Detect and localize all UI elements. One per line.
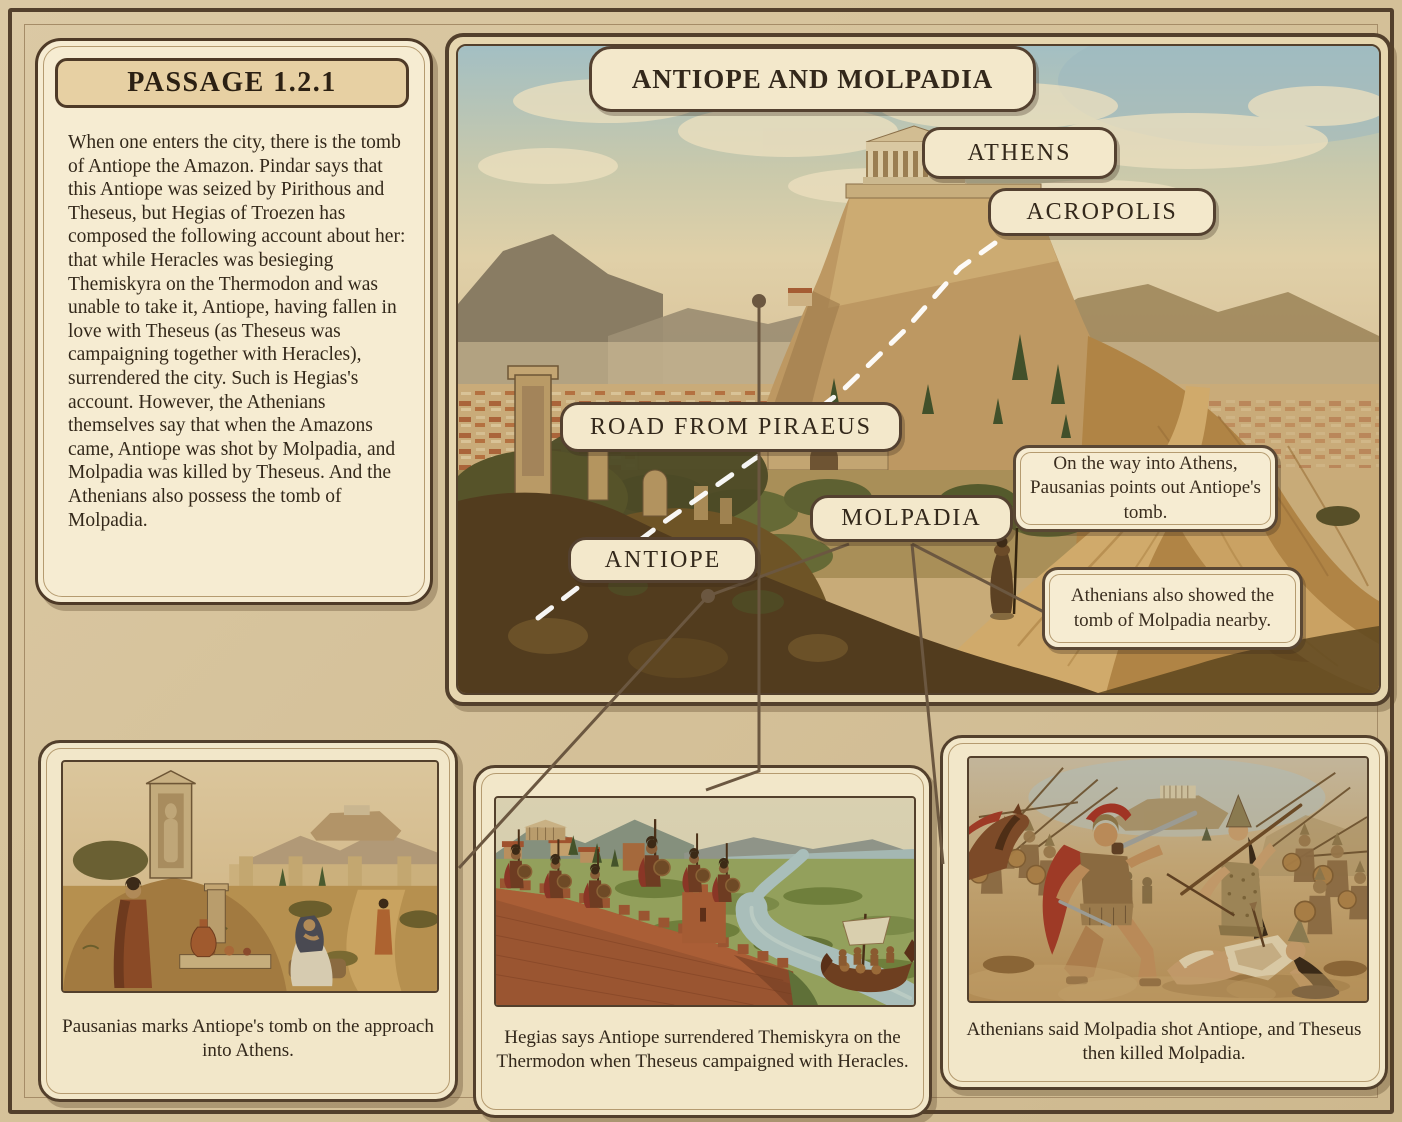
passage-body-text: When one enters the city, there is the tomb of Antiope the Amazon. Pindar says that this Antiope was seized by Pirithous and Theseus, but Hegias of Troezen has composed the following account about her: that while Heracles was besieging Themiskyra on the Thermodon and was unable to take it, Antiope, having fallen in love with Theseus (as Theseus was campaigning together with Heracles), surrendered the city. Such is Hegias's account. However, the Athenians themselves say that when the Amazons came, Antiope was shot by Molpadia, and Molpadia was killed by Theseus. And the Athenians also possess the tomb of Molpadia. [68, 132, 406, 531]
tomb-stele [146, 771, 195, 878]
label-athens-text: ATHENS [967, 139, 1072, 166]
map-title [589, 46, 1036, 112]
label-antiope [568, 537, 758, 583]
label-acropolis [988, 188, 1216, 236]
label-acropolis-text: ACROPOLIS [1026, 198, 1178, 225]
passage-panel [35, 38, 433, 605]
callout-molpadia-tomb [1042, 567, 1303, 650]
caption-antiope-tomb: Pausanias marks Antiope's tomb on the approach into Athens. [62, 1016, 434, 1061]
label-athens [922, 127, 1117, 179]
battle-painting-frame [967, 756, 1369, 1003]
battle-painting [969, 758, 1367, 1001]
panel-themiskyra [473, 765, 932, 1118]
callout-antiope-tomb-text: On the way into Athens, Pausanias points out Antiope's tomb. [1030, 453, 1261, 523]
themiskyra-painting-frame [494, 796, 916, 1007]
antiope-tomb-painting [63, 762, 437, 991]
caption-battle: Athenians said Molpadia shot Antiope, and Theseus then killed Molpadia. [966, 1019, 1362, 1064]
callout-molpadia-tomb-text: Athenians also showed the tomb of Molpadia nearby. [1070, 585, 1275, 631]
label-antiope-text: ANTIOPE [604, 546, 722, 573]
passage-header-label: PASSAGE 1.2.1 [127, 67, 337, 98]
themiskyra-painting [496, 798, 914, 1005]
callout-antiope-tomb [1013, 445, 1278, 532]
label-road-from-piraeus [560, 402, 902, 452]
label-molpadia [810, 495, 1013, 542]
map-title-label: ANTIOPE AND MOLPADIA [631, 63, 994, 94]
label-molpadia-text: MOLPADIA [841, 505, 982, 531]
passage-header [55, 58, 409, 108]
panel-antiope-tomb [38, 740, 458, 1102]
caption-themiskyra: Hegias says Antiope surrendered Themiskyra on the Thermodon when Theseus campaigned with Heracles. [496, 1027, 909, 1072]
panel-battle [940, 735, 1388, 1090]
label-road-from-piraeus-text: ROAD FROM PIRAEUS [589, 413, 873, 440]
antiope-tomb-painting-frame [61, 760, 439, 993]
